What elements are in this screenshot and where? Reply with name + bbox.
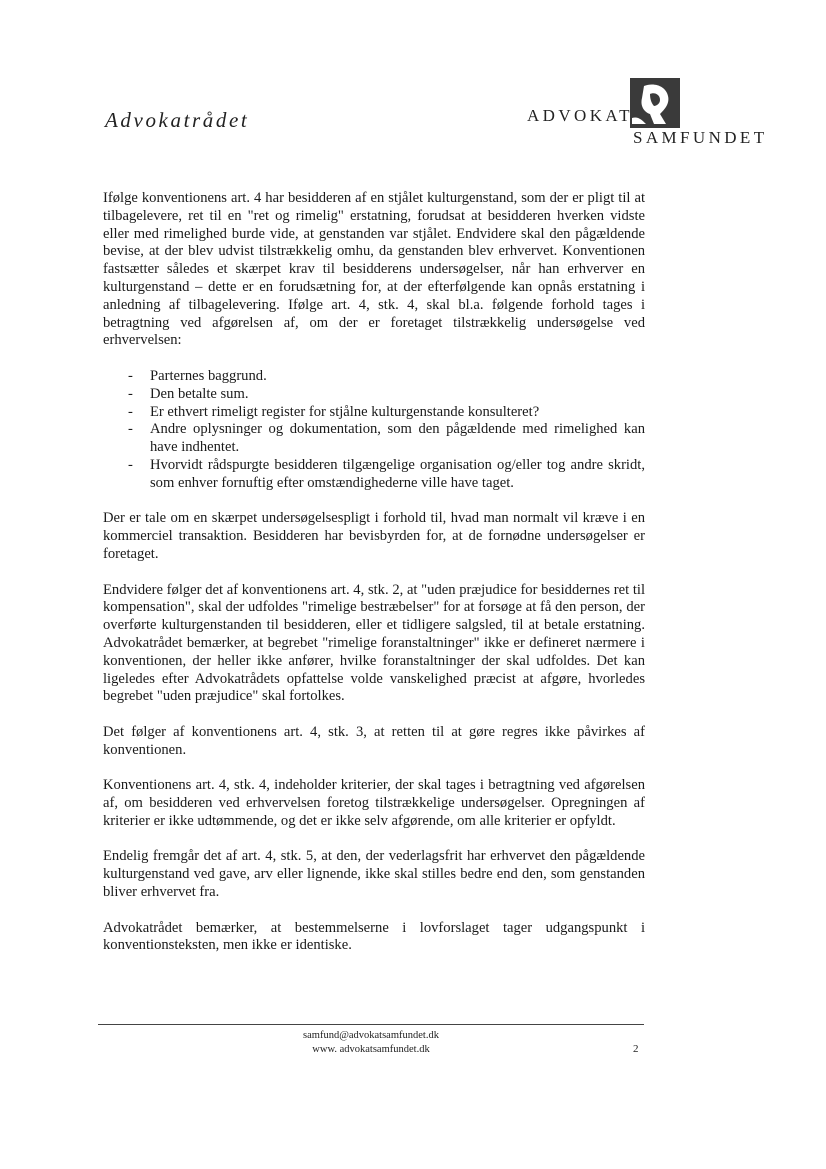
paragraph-6: Endelig fremgår det af art. 4, stk. 5, at den, der vederlagsfrit har erhvervet den pågældende kulturgenstand ved gave, arv eller lignende, ikke skal stilles bedre end den, som genstanden bliver erhvervet fra. <box>103 848 645 901</box>
list-item: - Den betalte sum. <box>103 386 645 404</box>
list-item: - Parternes baggrund. <box>103 368 645 386</box>
letter-body <box>103 190 645 973</box>
list-item: - Er ethvert rimeligt register for stjålne kulturgenstande konsulteret? <box>103 404 645 422</box>
paragraph-7: Advokatrådet bemærker, at bestemmelserne i lovforslaget tager udgangspunkt i konventionsteksten, men ikke er identiske. <box>103 919 645 954</box>
footer-divider <box>98 1024 644 1025</box>
paragraph-2: Der er tale om en skærpet undersøgelsespligt i forhold til, hvad man normalt vil kræve i en kommerciel transaktion. Besidderen har bevisbyrden for, at de fornødne undersøgelser er foretaget. <box>103 510 645 562</box>
footer-email: samfund@advokatsamfundet.dk <box>303 1030 439 1041</box>
emblem-icon <box>630 78 680 128</box>
paragraph-1: Ifølge konventionens art. 4 har besidderen af en stjålet kulturgenstand, som der er pligt til at tilbagelevere, ret til en "ret og rimelig" erstatning, forudsat at besidderen hverken vidste eller med rimelighed burde vide, at genstanden var stjålet. Endvidere skal den pågældende bevise, at der blev udvist tilstrækkelig omhu, da genstanden blev erhvervet. Konventionen fastsætter således et skærpet krav til besidderens undersøgelser, når han erhverver en kulturgenstand – dette er en forudsætning for, at der efterfølgende kan opnås erstatning i anledning af tilbagelevering. Ifølge art. 4, stk. 4, skal bl.a. følgende forhold tages i betragtning ved afgørelsen af, om der er foretaget tilstrækkelig undersøgelse ved erhvervelsen: <box>103 190 645 349</box>
criteria-list <box>103 368 645 493</box>
page-number: 2 <box>633 1043 639 1055</box>
logo-text-samfundet: SAMFUNDET <box>633 128 768 147</box>
list-item: - Andre oplysninger og dokumentation, som den pågældende med rimelighed kan have indhentet. <box>103 421 645 457</box>
brand-title: Advokatrådet <box>105 108 250 132</box>
footer-website: www. advokatsamfundet.dk <box>312 1044 430 1055</box>
paragraph-5: Konventionens art. 4, stk. 4, indeholder kriterier, der skal tages i betragtning ved afgørelsen af, om besidderen ved erhvervelsen foretog tilstrækkelige undersøgelser. Opregningen af kriterier er ikke udtømmende, og det er ikke selv afgørende, om alle kriterier er opfyldt. <box>103 777 645 829</box>
list-item: - Hvorvidt rådspurgte besidderen tilgængelige organisation og/eller tog andre skridt, som enhver fornuftig efter omstændighederne ville have taget. <box>103 457 645 493</box>
paragraph-4: Det følger af konventionens art. 4, stk. 3, at retten til at gøre regres ikke påvirkes af konventionen. <box>103 723 645 758</box>
paragraph-3: Endvidere følger det af konventionens art. 4, stk. 2, at "uden præjudice for besiddernes ret til kompensation", skal der udfoldes "rimelige bestræbelser" for at forsøge at få den person, der overførte kulturgenstanden til besidderen, eller et tidligere salgsled, til at betale erstatning. Advokatrådet bemærker, at begrebet "rimelige foranstaltninger" ikke er defineret nærmere i konventionen, der heller ikke anfører, hvilke foranstaltninger der skal udfoldes. Det kan ligeledes efter Advokatrådets opfattelse volde vanskelighed præcist at afgøre, hvorledes begrebet "uden præjudice" skal fortolkes. <box>103 581 645 705</box>
logo-text-advokat: ADVOKAT <box>527 106 633 125</box>
